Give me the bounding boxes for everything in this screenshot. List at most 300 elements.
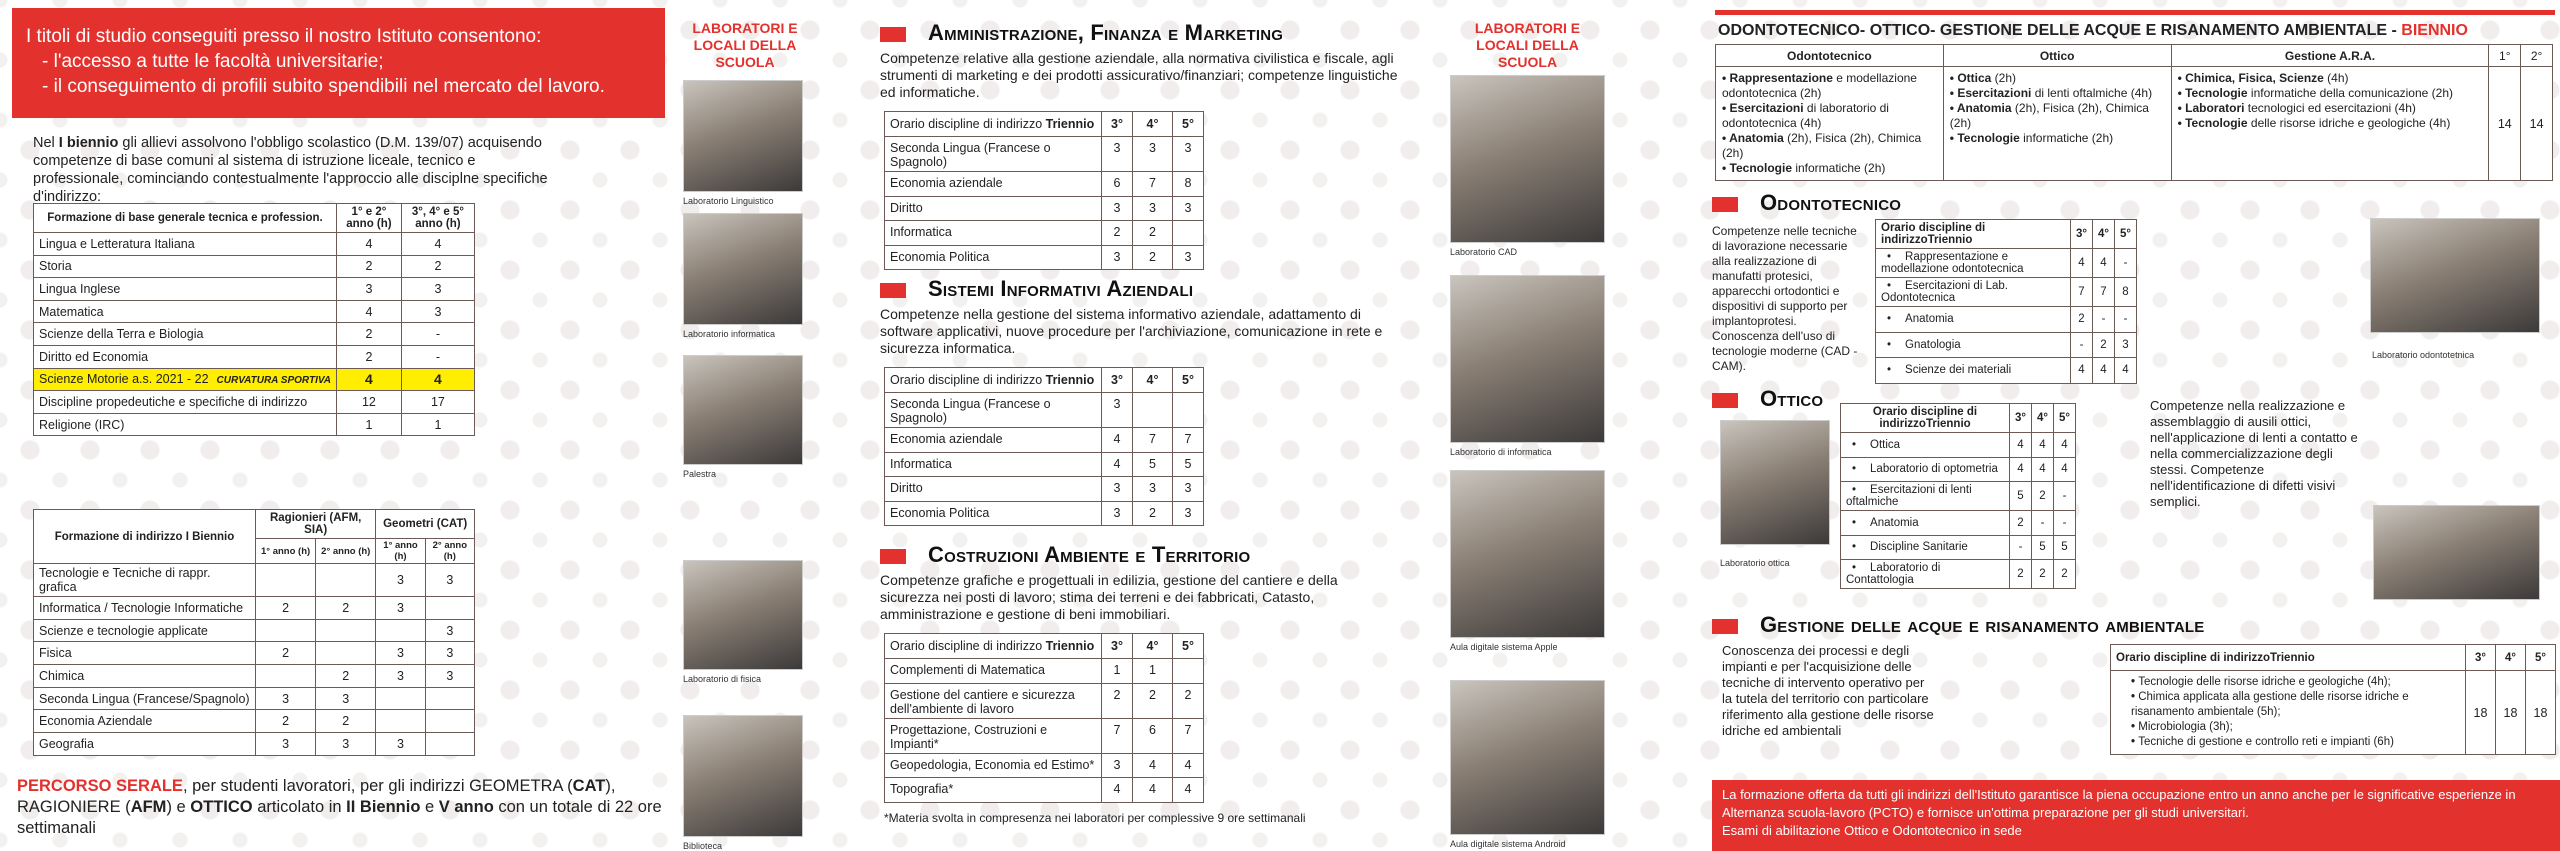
list-item: • Anatomia (2h), Fisica (2h), Chimica (2h) [1950, 101, 2165, 131]
table-cell: 4 [2093, 249, 2115, 278]
odontotecnico-heading: Odontotecnico [1712, 190, 1901, 216]
table-row [1841, 482, 2076, 511]
table-cell: 3 [337, 278, 402, 301]
photo-caption: Laboratorio di fisica [683, 674, 762, 684]
table-cell: 4 [2010, 433, 2032, 458]
afm-triennio-table [884, 111, 1204, 270]
table-cell: Scienze della Terra e Biologia [34, 323, 337, 346]
table-cell: 3 [376, 564, 425, 597]
table-header [885, 634, 1204, 659]
ottico-table [1840, 403, 2076, 589]
table-cell: 3 [316, 687, 376, 710]
table-cell: • Gnatologia [1876, 332, 2071, 358]
bullet-icon: • [1852, 541, 1857, 554]
table-cell [316, 564, 376, 597]
bullet-icon: • [1852, 516, 1857, 529]
table-cell: - [2115, 249, 2137, 278]
table-cell: 2 [1133, 221, 1173, 246]
table-cell: 3 [1133, 477, 1173, 502]
column-header: 5° [1173, 112, 1204, 137]
red-square-icon [1712, 197, 1738, 212]
table-cell: Economia Politica [885, 245, 1102, 270]
table-cell: 6 [1133, 718, 1173, 753]
table-cell: 4 [337, 300, 402, 323]
table-row [34, 710, 475, 733]
table-cell: 5 [2054, 535, 2076, 560]
table-cell: Fisica [34, 642, 256, 665]
table-cell: - [401, 323, 474, 346]
column-header: 5° [2054, 404, 2076, 433]
list-item: • Anatomia (2h), Fisica (2h), Chimica (2h) [1722, 131, 1937, 161]
table-header [1716, 45, 2553, 67]
table-cell: Informatica [885, 221, 1102, 246]
column-header: Orario discipline di indirizzoTriennio [2111, 645, 2466, 671]
table-cell: - [2032, 511, 2054, 536]
column-header: Orario discipline di indirizzo Triennio [885, 112, 1102, 137]
table-cell: 4 [2010, 457, 2032, 482]
table-row [885, 501, 1204, 526]
column-header: Orario discipline di indirizzoTriennio [1841, 404, 2010, 433]
table-cell [34, 368, 337, 391]
table-cell: - [2115, 307, 2137, 333]
photo-caption: Laboratorio informatica [683, 329, 776, 339]
table-cell: 2 [1173, 683, 1204, 718]
table-cell: • Discipline Sanitarie [1841, 535, 2010, 560]
afm-text: Competenze relative alla gestione aziendale, alla normativa civilistica e fiscale, agli strumenti di marketing e dei prodotti assicurativo/finanziari; competenze linguistiche ed informatiche. [880, 50, 1398, 100]
table-cell [1173, 393, 1204, 428]
table-cell: 4 [2054, 457, 2076, 482]
table-cell: • Ottica [1841, 433, 2010, 458]
table-cell: 5 [1173, 452, 1204, 477]
table-row [885, 753, 1204, 778]
table-cell: - [401, 345, 474, 368]
table-row [1876, 249, 2137, 278]
table-cell: 5 [2032, 535, 2054, 560]
column-header: 2° [2521, 45, 2553, 67]
table-cell: Storia [34, 255, 337, 278]
biennio-title: ODONTOTECNICO- OTTICO- GESTIONE DELLE ACQUE E RISANAMENTO AMBIENTALE - BIENNIO [1718, 22, 2468, 39]
hours-cell: 14 [2521, 67, 2553, 181]
odontotecnico-table [1875, 219, 2137, 384]
table-cell: 2 [316, 710, 376, 733]
table-cell: Diritto [885, 477, 1102, 502]
table-cell: 3 [1173, 137, 1204, 172]
table-row [885, 452, 1204, 477]
column-header: 1° [2489, 45, 2521, 67]
table-cell: 3 [1102, 137, 1133, 172]
subject-list [1722, 71, 1937, 176]
table-cell: 4 [1133, 778, 1173, 803]
bullet-icon: • [1852, 438, 1857, 451]
column-header: 1° e 2° anno (h) [337, 204, 402, 233]
table-cell: 4 [1102, 452, 1133, 477]
table-cell [425, 597, 474, 620]
list-item: • Laboratori tecnologici ed esercitazioni (4h) [2178, 101, 2483, 116]
base-training-table [33, 203, 475, 436]
table-cell: 3 [425, 619, 474, 642]
photo-lab-ottica [1720, 420, 1830, 545]
red-square-icon [880, 549, 906, 564]
intro-box [12, 8, 665, 118]
list-item: • Ottica (2h) [1950, 71, 2165, 86]
table-row [885, 245, 1204, 270]
table-header [2111, 645, 2556, 671]
list-item: • Esercitazioni di lenti oftalmiche (4h) [1950, 86, 2165, 101]
list-item: • Chimica applicata alla gestione delle risorse idriche e risanamento ambientale (5h); [2131, 690, 2459, 720]
table-cell: 12 [337, 391, 402, 414]
table-cell: Matematica [34, 300, 337, 323]
table-cell: Discipline propedeutiche e specifiche di indirizzo [34, 391, 337, 414]
table-cell [2171, 67, 2489, 181]
table-cell: 6 [1102, 172, 1133, 197]
column-header: 5° [1173, 368, 1204, 393]
table-cell: 17 [401, 391, 474, 414]
table-cell: 7 [1133, 172, 1173, 197]
table-row [34, 278, 475, 301]
table-cell: 2 [256, 642, 316, 665]
column-header: 4° [2032, 404, 2054, 433]
table-cell: 2 [337, 345, 402, 368]
column-header: 4° [2093, 220, 2115, 249]
table-row [1716, 67, 2553, 181]
table-cell: 3 [376, 733, 425, 756]
intro-line: I titoli di studio conseguiti presso il nostro Istituto consentono: [26, 26, 542, 47]
table-cell: 2 [256, 597, 316, 620]
table-row [1841, 433, 2076, 458]
table-row [1841, 535, 2076, 560]
table-cell [256, 564, 316, 597]
subject-list [1950, 71, 2165, 146]
table-row [885, 683, 1204, 718]
photo-caption: Aula digitale sistema Apple [1450, 642, 1558, 652]
table-row [34, 687, 475, 710]
table-cell [316, 642, 376, 665]
table-cell: 4 [337, 233, 402, 256]
column-header: 3° [2010, 404, 2032, 433]
bullet-icon: • [1852, 484, 1857, 496]
table-cell: 3 [376, 597, 425, 620]
bullet-icon: • [1887, 313, 1892, 326]
table-row [34, 642, 475, 665]
photo-biblioteca [683, 715, 803, 837]
table-cell: 4 [337, 368, 402, 391]
table-cell: • Scienze dei materiali [1876, 358, 2071, 384]
column-header: Orario discipline di indirizzoTriennio [1876, 220, 2071, 249]
table-cell: 3 [376, 642, 425, 665]
subject-name: Scienze Motorie a.s. 2021 - 22 [39, 372, 209, 387]
table-cell: • Esercitazioni di Lab. Odontotecnica [1876, 278, 2071, 307]
serale-note: PERCORSO SERALE, per studenti lavoratori, per gli indirizzi GEOMETRA (CAT), RAGIONIERE (AFM) e OTTICO articolato in II Biennio e V anno con un totale di 22 ore settimanali [17, 777, 662, 837]
table-cell: 3 [425, 564, 474, 597]
table-cell: Religione (IRC) [34, 413, 337, 436]
table-cell: Economia Aziendale [34, 710, 256, 733]
column-header: 1° anno (h) [376, 539, 425, 564]
table-row [34, 413, 475, 436]
column-header: Ottico [1943, 45, 2171, 67]
column-header: Formazione di indirizzo I Biennio [34, 510, 256, 564]
column-header: 3° [1102, 112, 1133, 137]
table-cell: Gestione del cantiere e sicurezza dell'ambiente di lavoro [885, 683, 1102, 718]
column-group: Geometri (CAT) [376, 510, 475, 539]
list-item: • Tecnologie informatiche (2h) [1722, 161, 1937, 176]
table-cell: Diritto [885, 196, 1102, 221]
sia-triennio-table [884, 367, 1204, 526]
table-cell: • Anatomia [1876, 307, 2071, 333]
table-cell: 1 [1133, 659, 1173, 684]
photo-caption: Aula digitale sistema Android [1450, 839, 1566, 849]
photo-laboratorio-di-informatica [1450, 275, 1605, 443]
table-cell [1173, 659, 1204, 684]
column-header: Orario discipline di indirizzo Triennio [885, 634, 1102, 659]
table-row [1876, 278, 2137, 307]
table-cell: 2 [2071, 307, 2093, 333]
ara-text: Conoscenza dei processi e degli impianti e per l'acquisizione delle tecniche di intervento operativo per la tutela del territorio con particolare riferimento alla gestione delle risorse idriche ed ambientali [1722, 643, 1934, 738]
table-cell: 7 [1102, 718, 1133, 753]
biennio-intro: Nel I biennio gli allievi assolvono l'obbligo scolastico (D.M. 139/07) acquisendo competenze di base comuni al sistema di istruzione liceale, tecnico e professionale, cominciando contestualmente l'approccio alle disciplne specifiche d'indirizzo: [33, 135, 548, 205]
table-cell: 3 [256, 733, 316, 756]
photo-caption: Laboratorio di informatica [1450, 447, 1552, 457]
table-cell: - [2010, 535, 2032, 560]
photo-laboratorio-linguistico [683, 80, 803, 192]
table-row [885, 196, 1204, 221]
column-header: 3° [1102, 634, 1133, 659]
table-row [885, 659, 1204, 684]
column-header: 2° anno (h) [316, 539, 376, 564]
table-row [34, 597, 475, 620]
column-header: 5° [2115, 220, 2137, 249]
footer-text: La formazione offerta da tutti gli indirizzi dell'Istituto garantisce la piena occupazione entro un anno anche per le significative esperienze in Alternanza scuola-lavoro (PCTO) e fornisce un'ottima preparazione per gli studi universitari. [1722, 787, 2516, 820]
table-cell: 3 [1133, 137, 1173, 172]
table-cell: 3 [256, 687, 316, 710]
table-cell: 4 [1173, 753, 1204, 778]
table-cell: 2 [2032, 482, 2054, 511]
red-square-icon [1712, 393, 1738, 408]
table-cell: - [2054, 482, 2076, 511]
photo-caption: Biblioteca [683, 841, 723, 851]
column-header: 4° [1133, 634, 1173, 659]
table-row [34, 368, 475, 391]
table-cell: 3 [1173, 245, 1204, 270]
table-cell: 4 [2071, 358, 2093, 384]
photo-laboratorio-di-fisica [683, 560, 803, 670]
column-header: 4° [1133, 112, 1173, 137]
column-header: Orario discipline di indirizzo Triennio [885, 368, 1102, 393]
table-cell: 2 [1133, 501, 1173, 526]
column-header: Gestione A.R.A. [2171, 45, 2489, 67]
table-row [1876, 307, 2137, 333]
ara-table [2110, 644, 2556, 755]
photo-aula-digitale-sistema-android [1450, 680, 1605, 835]
table-cell: 2 [337, 255, 402, 278]
table-cell: 3 [1133, 196, 1173, 221]
table-cell: - [2054, 511, 2076, 536]
column-header: 3°, 4° e 5° anno (h) [401, 204, 474, 233]
table-cell: • Anatomia [1841, 511, 2010, 536]
photo-caption: Laboratorio Linguistico [683, 196, 774, 206]
table-cell: 4 [2032, 457, 2054, 482]
photo-caption: Laboratorio ottica [1720, 558, 1790, 568]
list-item: • Rappresentazione e modellazione odontotecnica (2h) [1722, 71, 1937, 101]
table-row [34, 300, 475, 323]
bullet-icon: • [1852, 562, 1857, 574]
sia-heading: Sistemi Informativi Aziendali [880, 276, 1400, 302]
list-item: • Chimica, Fisica, Scienze (4h) [2178, 71, 2483, 86]
table-header [1841, 404, 2076, 433]
cat-triennio-table [884, 633, 1204, 803]
table-cell: 2 [2093, 332, 2115, 358]
subject-list [2178, 71, 2483, 131]
list-item: • Microbiologia (3h); [2131, 720, 2459, 735]
table-cell: 1 [337, 413, 402, 436]
table-row [1841, 560, 2076, 589]
list-item: • Tecnologie informatiche della comunicazione (2h) [2178, 86, 2483, 101]
table-cell [1133, 393, 1173, 428]
table-cell: Geografia [34, 733, 256, 756]
table-cell: Topografia* [885, 778, 1102, 803]
table-cell: 1 [1102, 659, 1133, 684]
table-cell [256, 619, 316, 642]
table-cell: 4 [401, 233, 474, 256]
photo-lab-ottica-2 [2373, 505, 2540, 600]
table-row [1876, 358, 2137, 384]
table-cell: 8 [2115, 278, 2137, 307]
table-cell: Lingua e Letteratura Italiana [34, 233, 337, 256]
table-cell: • Laboratorio di Contattologia [1841, 560, 2010, 589]
table-cell: 3 [376, 665, 425, 688]
table-cell: 4 [1133, 753, 1173, 778]
table-cell: 3 [401, 278, 474, 301]
bullet-icon: • [1852, 463, 1857, 476]
red-square-icon [1712, 619, 1738, 634]
table-cell: • Esercitazioni di lenti oftalmiche [1841, 482, 2010, 511]
table-cell: 3 [401, 300, 474, 323]
table-cell [425, 687, 474, 710]
table-cell [1173, 221, 1204, 246]
table-cell: 4 [1102, 428, 1133, 453]
table-cell: 1 [401, 413, 474, 436]
table-cell [256, 665, 316, 688]
labs-title: LABORATORI E LOCALI DELLA SCUOLA [692, 20, 798, 70]
table-cell: 7 [1133, 428, 1173, 453]
table-cell: 2 [1102, 683, 1133, 718]
column-header: 2° anno (h) [425, 539, 474, 564]
table-cell: 3 [1102, 753, 1133, 778]
table-row [34, 619, 475, 642]
table-cell: Chimica [34, 665, 256, 688]
table-cell: 4 [1102, 778, 1133, 803]
table-cell: 2 [256, 710, 316, 733]
table-row [34, 345, 475, 368]
bullet-icon: • [1887, 364, 1892, 377]
table-cell: 2 [337, 323, 402, 346]
table-cell: Seconda Lingua (Francese/Spagnolo) [34, 687, 256, 710]
curvatura-tag: CURVATURA SPORTIVA [216, 375, 331, 387]
hours-cell: 18 [2526, 671, 2556, 755]
table-cell: Complementi di Matematica [885, 659, 1102, 684]
bullet-icon: • [1887, 280, 1892, 292]
table-cell [316, 619, 376, 642]
table-cell: 5 [2010, 482, 2032, 511]
table-cell: Diritto ed Economia [34, 345, 337, 368]
column-header: Odontotecnico [1716, 45, 1944, 67]
table-cell: 2 [1133, 245, 1173, 270]
divider-bar [1715, 10, 2555, 15]
bullet-icon: • [1887, 338, 1892, 351]
table-row [1876, 332, 2137, 358]
table-cell: Economia aziendale [885, 428, 1102, 453]
table-header [1876, 220, 2137, 249]
table-row [885, 428, 1204, 453]
table-cell: Tecnologie e Tecniche di rappr. grafica [34, 564, 256, 597]
bullet-icon: • [1887, 251, 1892, 263]
red-square-icon [880, 27, 906, 42]
table-row [885, 221, 1204, 246]
biennio-indirizzo-table [33, 509, 475, 756]
footer-text: Esami di abilitazione Ottico e Odontotecnico in sede [1722, 823, 2022, 838]
table-cell: Progettazione, Costruzioni e Impianti* [885, 718, 1102, 753]
table-row [34, 733, 475, 756]
table-cell: Economia aziendale [885, 172, 1102, 197]
table-row [34, 665, 475, 688]
table-cell: Lingua Inglese [34, 278, 337, 301]
column-group: Ragionieri (AFM, SIA) [256, 510, 376, 539]
list-item: • Tecnologie delle risorse idriche e geologiche (4h); [2131, 675, 2459, 690]
footer-box [1712, 780, 2560, 851]
table-cell: 7 [1173, 428, 1204, 453]
footnote: *Materia svolta in compresenza nei laboratori per complessive 9 ore settimanali [884, 810, 1306, 825]
table-row [885, 477, 1204, 502]
table-row [34, 323, 475, 346]
table-cell: 2 [2010, 511, 2032, 536]
photo-laboratorio-informatica [683, 213, 803, 325]
intro-line: - l'accesso a tutte le facoltà universitarie; [42, 51, 384, 72]
table-row [885, 137, 1204, 172]
table-cell: 2 [316, 665, 376, 688]
photo-caption: Laboratorio CAD [1450, 247, 1518, 257]
subject-list [2131, 675, 2459, 750]
table-row [34, 564, 475, 597]
cat-text: Competenze grafiche e progettuali in edilizia, gestione del cantiere e della sicurezza nei posti di lavoro; stima dei terreni e dei fabbricati, Catasto, amministrazione e gestione di beni immobiliari. [880, 572, 1338, 622]
column-header: 3° [2071, 220, 2093, 249]
table-cell [1716, 67, 1944, 181]
table-cell: 3 [2115, 332, 2137, 358]
sia-text: Competenze nella gestione del sistema informativo aziendale, adattamento di software applicativi, nuove procedure per l'archiviazione, comunicazione in rete e sicurezza informatica. [880, 306, 1383, 356]
table-cell: 2 [1133, 683, 1173, 718]
table-cell: - [2093, 307, 2115, 333]
table-cell: 4 [2071, 249, 2093, 278]
table-row [2111, 671, 2556, 755]
table-cell: 7 [2093, 278, 2115, 307]
table-cell: Economia Politica [885, 501, 1102, 526]
photo-laboratorio-cad [1450, 75, 1605, 243]
photo-caption: Laboratorio odontotetnica [2372, 350, 2475, 360]
list-item: • Tecniche di gestione e controllo reti e impianti (6h) [2131, 735, 2459, 750]
table-cell: 3 [1173, 477, 1204, 502]
column-header: 3° [1102, 368, 1133, 393]
table-row [885, 718, 1204, 753]
photo-palestra [683, 355, 803, 465]
table-cell: 4 [401, 368, 474, 391]
table-cell: 7 [2071, 278, 2093, 307]
table-cell: Geopedologia, Economia ed Estimo* [885, 753, 1102, 778]
table-row [34, 233, 475, 256]
table-cell: 4 [1173, 778, 1204, 803]
table-cell [2111, 671, 2466, 755]
afm-heading: Amministrazione, Finanza e Marketing [880, 20, 1400, 46]
photo-aula-digitale-sistema-apple [1450, 470, 1605, 638]
table-cell: 2 [1102, 221, 1133, 246]
table-header [885, 368, 1204, 393]
